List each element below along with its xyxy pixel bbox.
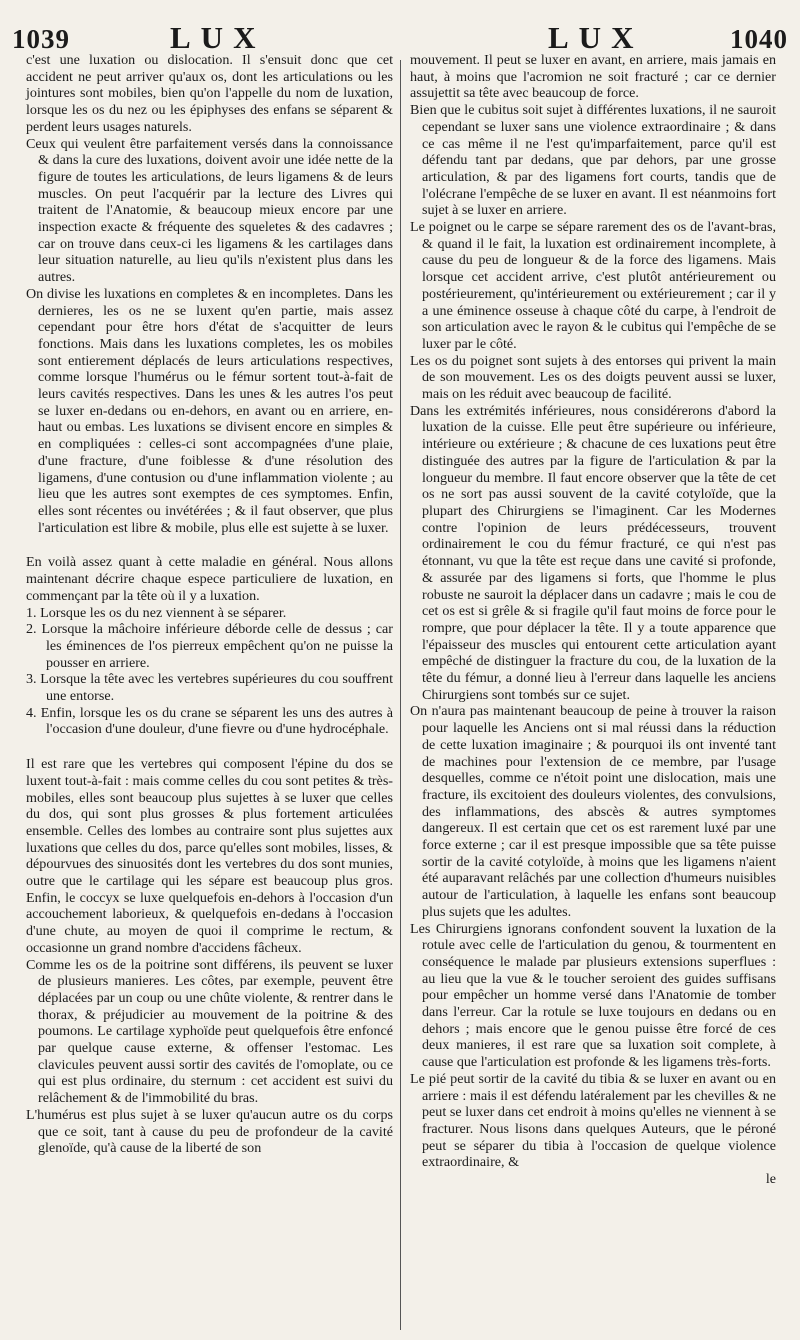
numbered-list — [26, 605, 393, 739]
list-item: 2. Lorsque la mâchoire inférieure déborde celle de dessus ; car les éminences de l'os pierreux empêchent qu'on ne puisse la pousser en arriere. — [26, 621, 393, 671]
paragraph: Comme les os de la poitrine sont différens, ils peuvent se luxer de plusieurs manieres. Les côtes, par exemple, peuvent être déplacées par un coup ou une chûte violente, & rentrer dans le thorax, & préjudicier au mouvement de la poitrine & des poumons. Le cartilage xyphoïde peut quelquefois être enfoncé par quelque cause externe, & offenser l'estomac. Les clavicules peuvent aussi sortir des cavités de l'omoplate, ou ce qui est plus ordinaire, du sternum : cet accident est suivi du relâchement & de l'immobilité du bras. — [26, 956, 393, 1107]
left-column — [26, 52, 393, 1157]
paragraph: On n'aura pas maintenant beaucoup de peine à trouver la raison pour laquelle les Anciens ont si mal réussi dans la réduction de cette luxation imaginaire ; & pourquoi ils ont inventé tant de machines pour l'extension de ce membre, par l'usage desquelles, comme ce n'étoit point une dislocation, mais une fracture, ils excitoient des douleurs violentes, des convulsions, des inflammations, des abscès & autres symptomes dangereux. Il est certain que cet os est rarement luxé par une force externe ; car il est presque impossible que sa tête puisse sortir de la cavité cotyloïde, à moins que les ligamens n'aient été auparavant relâchés par une collection d'humeurs nuisibles autour de l'articulation, à laquelle les enfans sont beaucoup plus sujets que les adultes. — [410, 703, 776, 920]
paragraph: L'humérus est plus sujet à se luxer qu'aucun autre os du corps que ce soit, tant à cause du peu de profondeur de la cavité glenoïde, qu'à cause de la liberté de son — [26, 1106, 393, 1157]
left-running-head: LUX — [170, 20, 266, 55]
paragraph: c'est une luxation ou dislocation. Il s'ensuit donc que cet accident ne peut arriver qu'aux os, dont les articulations ou les jointures sont mobiles, bien qu'on l'appelle du nom de luxation, lorsque les os du nez ou les épiphyses des enfans se séparent & perdent leurs usages naturels. — [26, 52, 393, 135]
paragraph: En voilà assez quant à cette maladie en général. Nous allons maintenant décrire chaque espece particuliere de luxation, en commençant par la tête où il y a luxation. — [26, 554, 393, 604]
right-running-head: LUX — [548, 20, 644, 55]
paragraph: Le poignet ou le carpe se sépare rarement des os de l'avant-bras, & quand il le fait, la luxation est ordinairement incomplete, à cause du peu de longueur & de la force des ligamens. Mais lorsque cet accident arrive, c'est plutôt antérieurement ou postérieurement, qu'intérieurement ou extérieurement ; car il y a une éminence osseuse à chaque côté du carpe, à l'endroit de son articulation avec le rayon & le cubitus qui l'empêche de se luxer par le côté. — [410, 219, 776, 352]
right-column — [410, 52, 776, 1188]
list-item: 1. Lorsque les os du nez viennent à se séparer. — [26, 604, 287, 621]
paragraph: Le pié peut sortir de la cavité du tibia & se luxer en avant ou en arriere : mais il est défendu latéralement par les chevilles & ne peut se luxer dans cet endroit à moins qu'elles ne viennent à se fracturer. Nous lisons dans quelques Auteurs, que le péroné peut se séparer du tibia à l'occasion de quelque violence extraordinaire, & — [410, 1070, 776, 1171]
list-item: 4. Enfin, lorsque les os du crane se séparent les uns des autres à l'occasion d'une douleur, d'une fievre ou d'une hydrocéphale. — [26, 704, 393, 738]
paragraph: Les Chirurgiens ignorans confondent souvent la luxation de la rotule avec celle de l'articulation du genou, & tourmentent en conséquence le malade par plusieurs extensions superflues : au lieu que la vue & le toucher seroient des guides suffisans pour empêcher un homme versé dans l'Anatomie de tomber dans l'erreur. Car la rotule se luxe toujours en dedans ou en dehors ; mais encore que le genou puisse être forcé de ces deux manieres, il est rare que sa luxation soit complete, à cause que l'articulation est profonde & les ligamens très-forts. — [410, 920, 776, 1071]
paragraph: mouvement. Il peut se luxer en avant, en arriere, mais jamais en haut, à moins que l'acromion ne soit fracturé ; car ce dernier assujettit sa tête avec beaucoup de force. — [410, 52, 776, 102]
list-item: 3. Lorsque la tête avec les vertebres supérieures du cou souffrent une entorse. — [26, 671, 393, 705]
left-page-number: 1039 — [12, 24, 70, 54]
right-page-number: 1040 — [730, 24, 788, 54]
paragraph: Bien que le cubitus soit sujet à différentes luxations, il ne sauroit cependant se luxer sans une violence extraordinaire ; & dans ce cas même il ne l'est qu'imparfaitement, parce qu'il est défendu tant par dedans, que par dehors, par une grosse articulation, & par des ligamens fort courts, tandis que de l'olécrane l'empêche de se luxer en avant. Il est néanmoins fort sujet à se luxer en arriere. — [410, 102, 776, 219]
paragraph: On divise les luxations en completes & en incompletes. Dans les dernieres, les os ne se luxent qu'en partie, mais assez cependant pour être hors d'état de s'acquitter de leurs fonctions. Mais dans les luxations completes, les os mobiles sont entierement déplacés de leurs articulations respectives, comme lorsque l'humérus ou le fémur sortent tout-à-fait de leurs cavités respectives. Dans les unes & les autres l'os peut se luxer en-dedans ou en-dehors, en avant ou en arriere, en-haut ou embas. Les luxations se divisent encore en simples & en compliquées : celles-ci sont accompagnées d'une plaie, d'une fracture, d'une foiblesse & d'une résolution des ligamens, d'une contusion ou d'une inflammation violente ; au lieu que les autres sont exemptes de ces symptomes. Enfin, elles sont récentes ou invétérées ; & il faut observer, que plus l'articulation est libre & mobile, plus elle est sujette à se luxer. — [26, 285, 393, 536]
paragraph: Les os du poignet sont sujets à des entorses qui privent la main de son mouvement. Les os des doigts peuvent aussi se luxer, mais on les réduit avec beaucoup de facilité. — [410, 352, 776, 403]
catchword: le — [765, 1171, 776, 1188]
paragraph: Il est rare que les vertebres qui composent l'épine du dos se luxent tout-à-fait : mais comme celles du cou sont petites & très-mobiles, elles sont beaucoup plus sujettes à se luxer que celles du dos, qui sont plus grosses & plus fortement articulées ensemble. Celles des lombes au contraire sont plus sujettes aux luxations que celles du dos, parce qu'elles sont mobiles, lisses, & dépourvues des sinuosités dont les vertebres du dos sont munies, outre que le cartilage qui les sépare est beaucoup plus gros. Enfin, le coccyx se luxe quelquefois en-dehors à l'occasion d'un accouchement laborieux, & quelquefois en-dedans à l'occasion d'une chute, au moyen de quoi il comprime le rectum, & occasionne un grand nombre d'accidens fâcheux. — [26, 756, 393, 956]
paragraph: Ceux qui veulent être parfaitement versés dans la connoissance & dans la cure des luxations, doivent avoir une idée nette de la figure de toutes les articulations, de leurs ligamens & de leurs muscles. On peut l'acquérir par la lecture des Livres qui traitent de l'Anatomie, & beaucoup mieux encore par une inspection exacte & fréquente des squeletes & des cadavres ; car on trouve dans ceux-ci les ligamens & les cartilages dans leur situation naturelle, au lieu qu'ils n'existent plus dans les autres. — [26, 135, 393, 286]
column-divider — [400, 60, 401, 1330]
paragraph: Dans les extrémités inférieures, nous considérerons d'abord la luxation de la cuisse. Elle peut être supérieure ou inférieure, intérieure ou extérieure ; & chacune de ces luxations peut être distinguée des autres par la figure de l'articulation & par la longueur du membre. Il faut encore observer que la tête de cet os ne sort pas aussi souvent de la cavité cotyloïde, que la plupart des Chirurgiens se l'imaginent. Car les Modernes contre l'opinion de leurs prédécesseurs, trouvent ordinairement le cou du fémur fracturé, ce qui n'est pas étonnant, vu que la tête est reçue dans une cavité si profonde, & assurée par des ligamens si forts, que l'homme le plus robuste ne sauroit la déplacer dans un cadavre ; mais le cou de cet os est si grêle & si fragile qu'il faut moins de force pour le rompre, que pour déplacer la tête. Il y a toute apparence que l'épaisseur des muscles qui entourent cette articulation ayant empêché de distinguer la fracture du cou, de la luxation de la tête du fémur, a donné lieu à l'erreur dans laquelle les anciens Chirurgiens sont tombés sur ce sujet. — [410, 402, 776, 703]
